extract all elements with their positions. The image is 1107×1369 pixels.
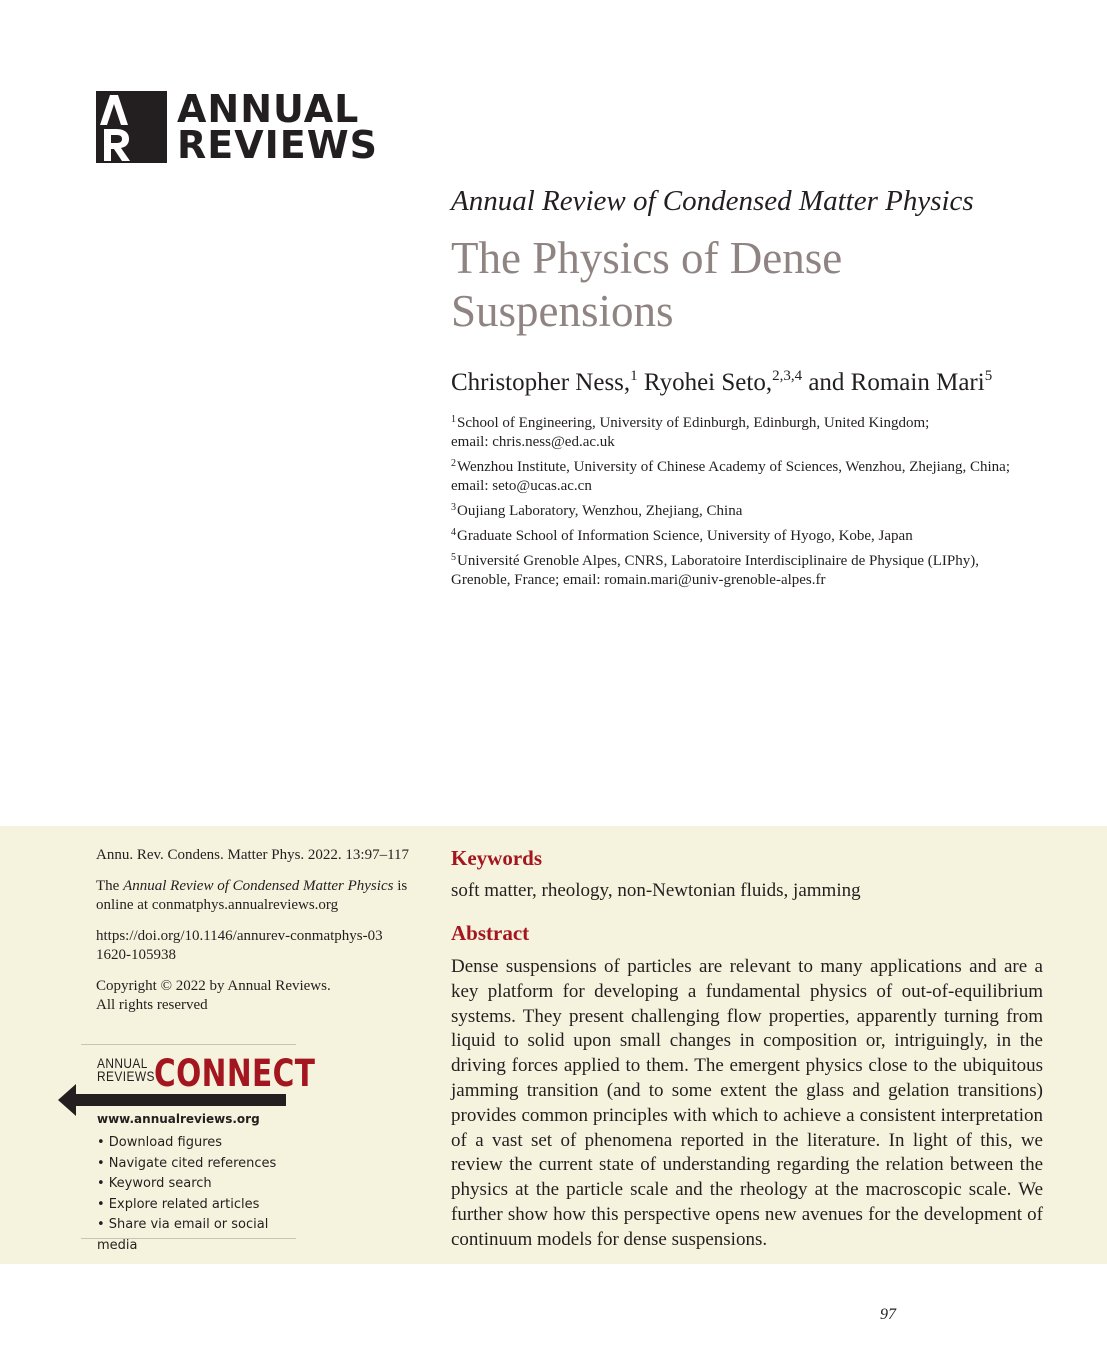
list-item: • Keyword search — [97, 1176, 212, 1191]
citation-sidebar — [96, 846, 416, 1027]
list-item: • Share via email or social media — [97, 1217, 269, 1253]
doi-text[interactable]: https://doi.org/10.1146/annurev-conmatphys-031620-105938 — [96, 928, 383, 963]
affiliation-text: Oujiang Laboratory, Wenzhou, Zhejiang, China — [457, 503, 743, 519]
online-note — [96, 877, 416, 915]
list-item: • Navigate cited references — [97, 1155, 277, 1171]
affiliation-item — [451, 527, 1051, 546]
connect-brand-small — [97, 1057, 155, 1083]
affiliation-text: Graduate School of Information Science, University of Hyogo, Kobe, Japan — [457, 528, 913, 544]
abstract-text: Dense suspensions of particles are relevant to many applications and are a key platform for developing a fundamental physics of out-of-equilibrium systems. They present challenging flow properties, apparently turning from liquid to solid upon small changes in composition or, intriguingly, in the driving forces applied to them. The emergent physics close to the ubiquitous jamming transition (and to some extent the glass and gelation transitions) provides common principles with which to achieve a consistent interpretation of a vast set of phenomena reported in the literature. In light of this, we review the current state of understanding regarding the relation between the physics at the particle scale and the rheology at the macroscopic scale. We further show how this perspective opens new avenues for the development of continuum models for dense suspensions. — [451, 956, 1043, 1250]
connect-wordmark: CONNECT — [154, 1052, 316, 1095]
page-number: 97 — [880, 1306, 896, 1323]
doi-link[interactable] — [96, 927, 386, 965]
author-list — [451, 369, 992, 397]
author-affil-ref: 1 — [630, 368, 638, 384]
affiliation-item — [451, 458, 1051, 496]
logo-wordmark — [177, 87, 379, 167]
affiliation-email: email: chris.ness@ed.ac.uk — [451, 434, 615, 450]
rights-line: All rights reserved — [96, 997, 208, 1013]
author-name: Christopher Ness, — [451, 369, 631, 396]
connect-bottom-rule — [81, 1238, 296, 1239]
online-prefix: The — [96, 878, 124, 894]
author-name: Ryohei Seto, — [643, 369, 773, 396]
online-journal: Annual Review of Condensed Matter Physics — [123, 878, 394, 894]
author-affil-ref: 5 — [984, 368, 993, 384]
affiliation-email: Grenoble, France; email: romain.mari@univ-grenoble-alpes.fr — [451, 572, 826, 588]
affiliation-number: 2 — [451, 458, 456, 469]
journal-name: Annual Review of Condensed Matter Physics — [451, 185, 974, 217]
connect-reviews-label: REVIEWS — [97, 1068, 155, 1084]
citation: Annu. Rev. Condens. Matter Phys. 2022. 13:97–117 — [96, 847, 410, 863]
affiliation-item — [451, 502, 1051, 521]
copyright — [96, 977, 416, 1015]
annual-reviews-connect-box — [58, 1044, 316, 1253]
connect-top-rule — [81, 1044, 296, 1045]
affiliation-email: email: seto@ucas.ac.cn — [451, 478, 592, 494]
affiliation-number: 5 — [451, 552, 456, 563]
affiliation-text: Wenzhou Institute, University of Chinese Academy of Sciences, Wenzhou, Zhejiang, China; — [457, 459, 1011, 475]
affiliation-item — [451, 414, 1051, 452]
logo-line-annual: ANNUAL — [177, 87, 360, 131]
author-name: and Romain Mari — [808, 369, 985, 396]
keywords-text: soft matter, rheology, non-Newtonian fluids, jamming — [451, 880, 861, 901]
connect-url[interactable]: www.annualreviews.org — [97, 1112, 260, 1126]
list-item: • Download figures — [97, 1135, 223, 1150]
affiliation-number: 3 — [451, 502, 456, 513]
abstract-heading: Abstract — [451, 921, 530, 945]
affiliation-number: 4 — [451, 527, 456, 538]
online-suffix[interactable]: is online at conmatphys.annualreviews.org — [96, 878, 408, 913]
list-item: • Explore related articles — [97, 1196, 260, 1212]
affiliation-item — [451, 552, 1051, 590]
article-title: The Physics of Dense Suspensions — [451, 233, 843, 336]
annual-reviews-logo — [96, 87, 379, 167]
affiliation-text: Université Grenoble Alpes, CNRS, Laboratoire Interdisciplinaire de Physique (LIPhy), — [457, 553, 979, 569]
affiliations — [451, 414, 1051, 596]
affiliation-text: School of Engineering, University of Edinburgh, Edinburgh, United Kingdom; — [457, 415, 930, 431]
keywords-heading: Keywords — [451, 846, 542, 870]
author-affil-ref: 2,3,4 — [772, 368, 803, 384]
logo-line-reviews: REVIEWS — [177, 123, 379, 167]
affiliation-number: 1 — [451, 414, 456, 425]
copyright-line: Copyright © 2022 by Annual Reviews. — [96, 978, 331, 994]
ar-logo-mark-icon — [96, 91, 167, 163]
connect-annual-label: ANNUAL — [97, 1055, 148, 1071]
